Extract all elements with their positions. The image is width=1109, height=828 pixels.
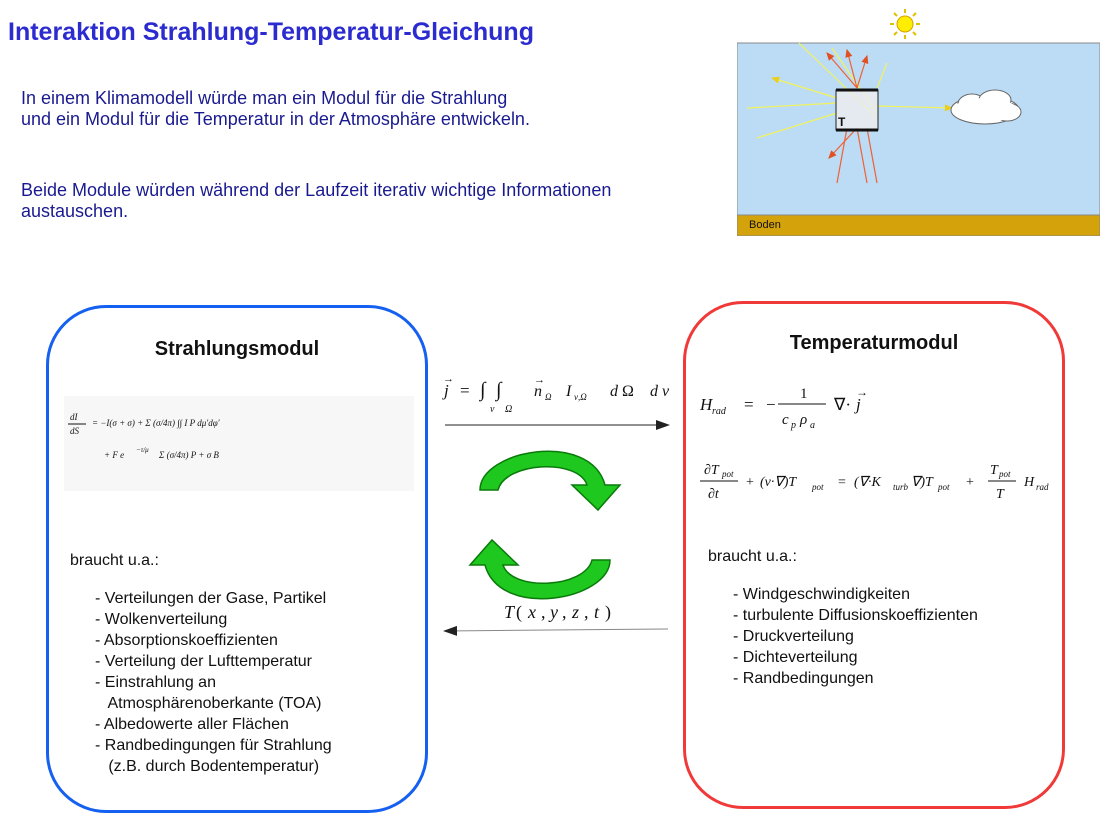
svg-text:−: − [766,395,776,414]
svg-text:p: p [791,420,796,431]
svg-text:H: H [700,395,713,414]
radiation-needs-label: braucht u.a.: [70,552,159,569]
svg-text:∇·: ∇· [834,395,852,414]
radiation-needs-item: - Wolkenverteilung [95,611,228,628]
svg-text:= −I(σ + σ) + Σ (σ/4π) ∫∫ I P: = −I(σ + σ) + Σ (σ/4π) ∫∫ I P dμ′dφ′ [92,418,220,428]
svg-text:,: , [562,602,567,622]
temperature-needs-item: - Dichteverteilung [733,649,858,666]
svg-text:∇)T: ∇)T [911,475,933,490]
svg-text:T: T [996,487,1004,502]
svg-text:rad: rad [712,406,726,417]
intro-paragraph-2: Beide Module würden während der Laufzeit iterativ wichtige Informationen austauschen. [21,180,612,221]
svg-text:c: c [782,412,789,428]
svg-text:(v·∇)T: (v·∇)T [760,475,797,490]
svg-text:=: = [744,395,754,414]
atmosphere-scene [737,8,1100,236]
arrow-to-radiation [445,629,668,631]
radiation-needs-item: - Albedowerte aller Flächen [95,716,289,733]
svg-text:turb: turb [893,482,909,492]
svg-text:,: , [584,602,589,622]
radiation-needs-item: - Absorptionskoeffizienten [95,632,278,649]
radiation-needs-item: (z.B. durch Bodentemperatur) [95,758,320,775]
radiation-needs-item: - Einstrahlung an [95,674,216,691]
svg-text:dI: dI [70,412,78,422]
exchange-diagram [420,350,690,650]
svg-text:T: T [504,602,515,622]
svg-text:j: j [856,395,861,414]
radiation-needs-item: - Verteilung der Lufttemperatur [95,653,313,670]
svg-text:Ω: Ω [545,392,552,402]
svg-text:+: + [966,475,974,490]
temperature-needs-item: - Randbedingungen [733,670,874,687]
temperature-module-title: Temperaturmodul [789,332,959,354]
radiation-module-title: Strahlungsmodul [154,338,320,360]
svg-text:): ) [605,602,611,622]
svg-text:ν: ν [490,404,495,415]
svg-text:rad: rad [1036,482,1049,492]
svg-text:+: + [746,475,754,490]
svg-text:(∇·K: (∇·K [854,475,881,490]
radiation-needs-item: - Verteilungen der Gase, Partikel [95,590,327,607]
svg-text:∫: ∫ [480,379,486,401]
svg-text:t: t [594,602,600,622]
svg-text:+ F e: + F e [104,450,125,460]
svg-text:pot: pot [722,469,734,479]
cycle-icon [470,451,620,598]
svg-text:→: → [856,385,868,399]
svg-text:pot: pot [938,482,950,492]
radiative-transfer-equation [64,396,414,491]
svg-text:→: → [443,373,454,385]
ground-label: Boden [749,219,781,231]
svg-text:j: j [444,381,449,400]
temperature-needs-label: braucht u.a.: [708,548,797,565]
temperature-needs-item: - Windgeschwindigkeiten [733,586,910,603]
box-label: T [838,115,846,129]
svg-text:∂t: ∂t [708,487,719,502]
svg-text:x: x [528,602,536,622]
svg-text:∫: ∫ [496,379,502,401]
svg-text:n: n [534,383,542,400]
svg-text:∂T: ∂T [704,463,719,478]
radiation-needs-list [95,588,332,777]
temperature-equations [696,374,1056,514]
radiation-needs-item: Atmosphärenoberkante (TOA) [95,695,322,712]
svg-text:Ω: Ω [622,383,634,400]
svg-text:1: 1 [800,386,808,402]
svg-text:pot: pot [999,469,1011,479]
svg-text:ρ: ρ [800,412,808,428]
svg-text:dS: dS [70,426,79,436]
svg-text:d: d [610,383,618,400]
svg-text:I: I [566,383,572,400]
radiative-flux-equation [442,373,670,415]
svg-text:Σ (σ/4π) P + σ B: Σ (σ/4π) P + σ B [159,450,219,460]
intro-paragraph-1: In einem Klimamodell würde man ein Modul für die Strahlung und ein Modul für die Temperatur in der Atmosphäre entwickeln. [21,88,530,129]
svg-text:=: = [460,381,470,400]
svg-text:−τ/μ: −τ/μ [136,446,149,454]
temperature-needs-item: - turbulente Diffusionskoeffizienten [733,607,978,624]
svg-text:pot: pot [812,482,824,492]
svg-text:Ω: Ω [505,404,513,415]
radiation-module [46,305,428,813]
temperature-module [683,301,1065,809]
temperature-field-equation [504,602,611,623]
svg-text:=: = [838,475,846,490]
sun-icon [890,9,920,39]
page-title: Interaktion Strahlung-Temperatur-Gleichung [8,18,534,46]
svg-text:ν: ν [662,383,670,400]
svg-text:d: d [650,383,658,400]
svg-text:a: a [810,420,815,431]
svg-text:,: , [541,602,546,622]
svg-text:ν,Ω: ν,Ω [574,392,587,402]
radiation-needs-item: - Randbedingungen für Strahlung [95,737,332,754]
svg-text:z: z [572,602,580,622]
sky [737,43,1100,215]
ground [737,215,1100,236]
svg-text:H: H [1024,475,1035,490]
svg-text:(: ( [516,602,522,622]
svg-text:y: y [550,602,558,622]
temperature-needs-item: - Druckverteilung [733,628,854,645]
svg-text:T: T [990,463,998,478]
svg-text:→: → [534,374,545,386]
temperature-needs-list [733,584,978,689]
